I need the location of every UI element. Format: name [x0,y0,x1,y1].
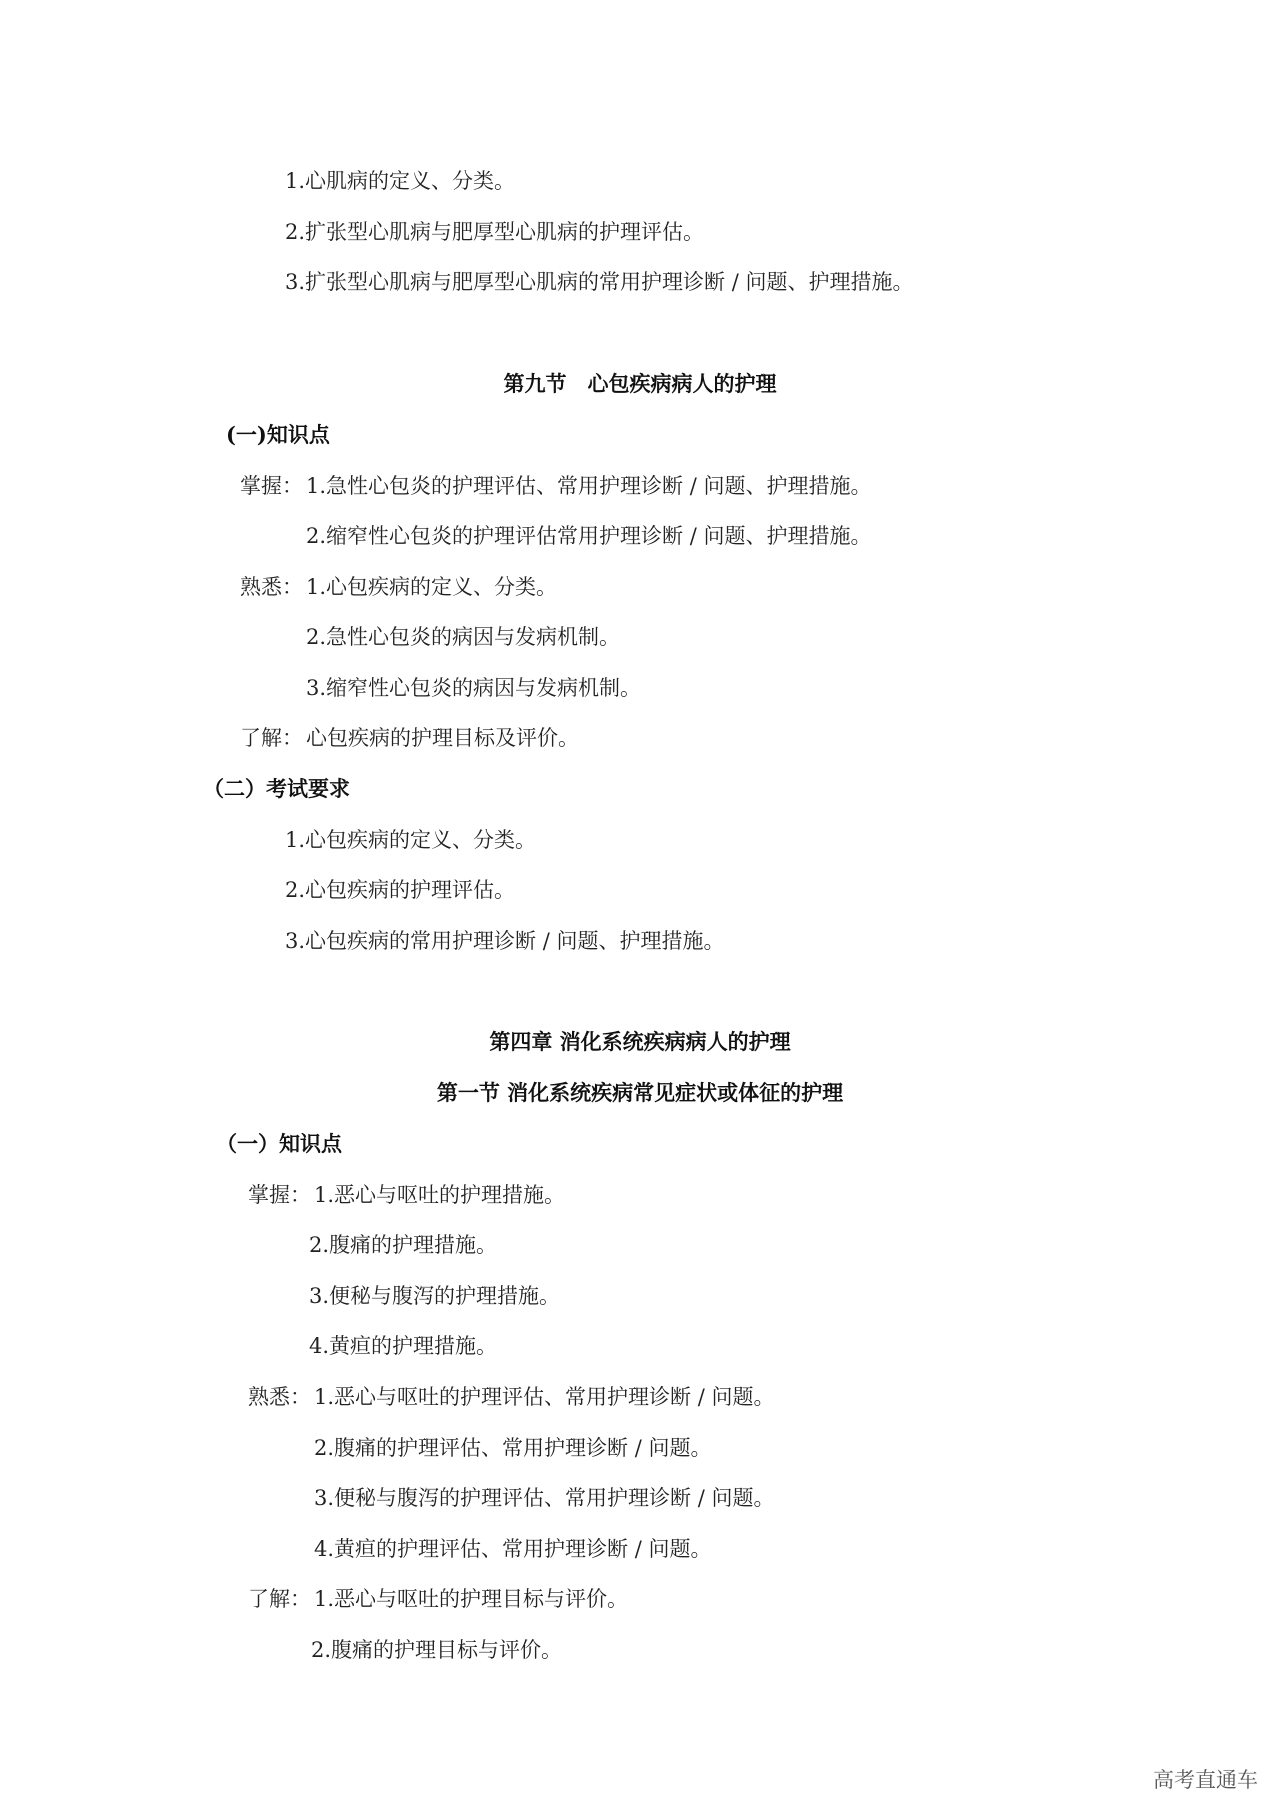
familiar-label: 熟悉： [248,1385,311,1409]
familiar-label: 熟悉： [240,575,303,599]
list-item: 1.恶心与呕吐的护理评估、常用护理诊断 / 问题。 [314,1385,775,1409]
list-item: 1.心肌病的定义、分类。 [285,169,516,193]
list-item: 1.心包疾病的定义、分类。 [285,828,537,852]
list-item: 心包疾病的护理目标及评价。 [306,726,579,750]
list-item: 4.黄疸的护理评估、常用护理诊断 / 问题。 [314,1537,712,1561]
list-item: 2.扩张型心肌病与肥厚型心肌病的护理评估。 [285,220,705,244]
list-item: 2.缩窄性心包炎的护理评估常用护理诊断 / 问题、护理措施。 [306,524,872,548]
watermark: 高考直通车 [1153,1768,1258,1792]
exam-heading: （二）考试要求 [203,776,350,801]
master-label: 掌握： [240,474,303,498]
list-item: 1.心包疾病的定义、分类。 [306,575,558,599]
section-title: 第九节 心包疾病病人的护理 [503,371,777,396]
understand-label: 了解： [240,726,303,750]
list-item: 1.急性心包炎的护理评估、常用护理诊断 / 问题、护理措施。 [306,474,872,498]
master-label: 掌握： [248,1183,311,1207]
list-item: 3.扩张型心肌病与肥厚型心肌病的常用护理诊断 / 问题、护理措施。 [285,270,914,294]
list-item: 1.恶心与呕吐的护理措施。 [314,1183,566,1207]
knowledge-heading: （一）知识点 [216,1131,342,1156]
list-item: 2.腹痛的护理目标与评价。 [311,1638,563,1662]
list-item: 3.便秘与腹泻的护理评估、常用护理诊断 / 问题。 [314,1486,775,1510]
list-item: 2.腹痛的护理评估、常用护理诊断 / 问题。 [314,1436,712,1460]
list-item: 2.急性心包炎的病因与发病机制。 [306,625,621,649]
understand-label: 了解： [248,1587,311,1611]
list-item: 3.便秘与腹泻的护理措施。 [309,1284,561,1308]
list-item: 3.心包疾病的常用护理诊断 / 问题、护理措施。 [285,929,725,953]
knowledge-heading: (一)知识点 [226,422,330,447]
section-title: 第一节 消化系统疾病常见症状或体征的护理 [436,1080,844,1105]
list-item: 2.心包疾病的护理评估。 [285,878,516,902]
chapter-title: 第四章 消化系统疾病病人的护理 [489,1029,791,1054]
list-item: 3.缩窄性心包炎的病因与发病机制。 [306,676,642,700]
list-item: 1.恶心与呕吐的护理目标与评价。 [314,1587,629,1611]
list-item: 2.腹痛的护理措施。 [309,1233,498,1257]
list-item: 4.黄疸的护理措施。 [309,1334,498,1358]
